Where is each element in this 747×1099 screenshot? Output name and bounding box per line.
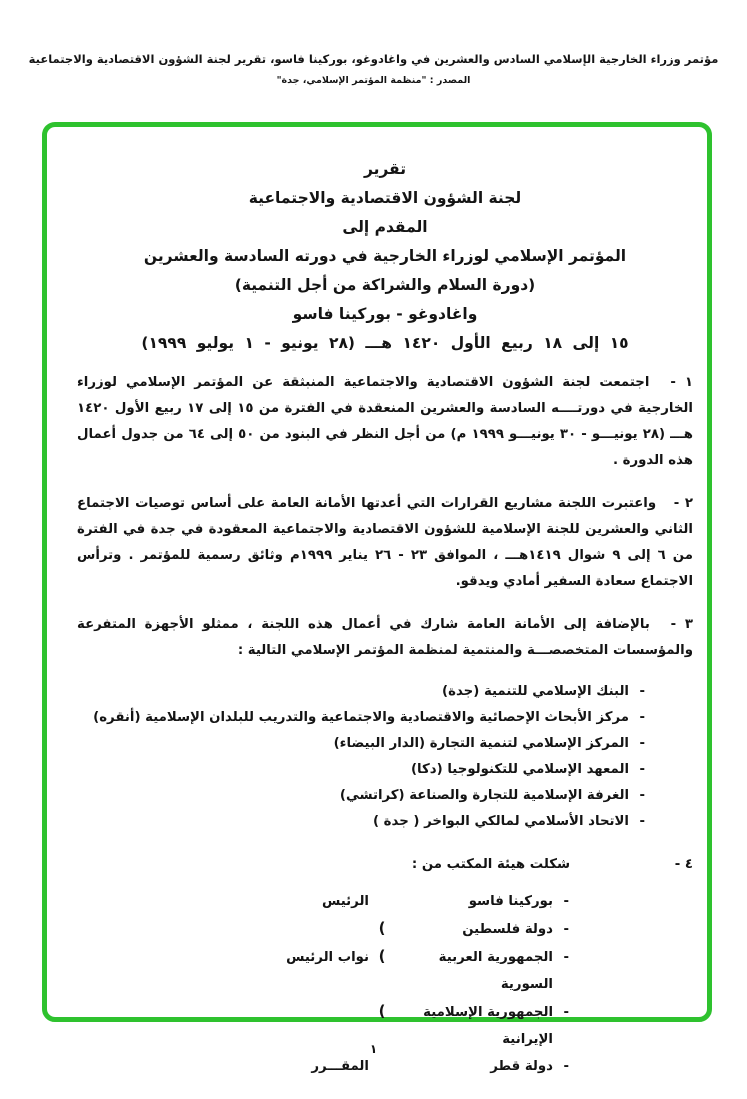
org-list-item	[77, 705, 645, 731]
header-caption: مؤتمر وزراء الخارجية الإسلامي السادس والعشرين في واغادوغو، بوركينا فاسو، تقرير لجنة الشؤون الاقتصادية والاجتماعية	[28, 52, 719, 66]
dash-marker: -	[639, 788, 645, 803]
org-list-item	[77, 679, 645, 705]
organizations-list	[77, 679, 645, 835]
org-name: الاتحاد الأسلامي لمالكي البواخر ( جدة )	[372, 814, 629, 829]
header-source: المصدر : "منظمة المؤتمر الإسلامي، جدة"	[276, 75, 471, 86]
org-name: مركز الأبحاث الإحصائية والاقتصادية والاجتماعية والتدريب للبلدان الإسلامية (أنقره)	[93, 710, 629, 725]
dash-marker: -	[639, 684, 645, 699]
dash-marker: -	[563, 922, 569, 937]
bureau-role: الرئيس	[321, 894, 369, 909]
org-name: المعهد الإسلامي للتكنولوجيا (دكا)	[410, 762, 629, 777]
page-number: ١	[369, 1042, 378, 1056]
org-name: الغرفة الإسلامية للتجارة والصناعة (كراتشي)	[339, 788, 629, 803]
org-list-item	[77, 783, 645, 809]
title-line: (دورة السلام والشراكة من أجل التنمية)	[234, 276, 536, 294]
dash-marker: -	[639, 814, 645, 829]
title-line: المقدم إلى	[342, 218, 428, 236]
bureau-bracket: (	[378, 947, 386, 965]
bureau-bracket: (	[378, 919, 386, 937]
numbered-paragraph-2	[77, 491, 693, 595]
bureau-row	[77, 943, 569, 998]
scan-header	[0, 0, 747, 86]
title-line: لجنة الشؤون الاقتصادية والاجتماعية	[248, 189, 522, 207]
paragraph-text: اجتمعت لجنة الشؤون الاقتصادية والاجتماعية المنبثقة عن المؤتمر الإسلامي لوزراء الخارجية في دورتــــه السادسة والعشرين المنعقدة في الفترة من ١٥ إلى ١٧ ربيع الأول ١٤٢٠ هـــ (٢٨ يونيـــو - ٣٠ يونيـــو ١٩٩٩ م) من أجل النظر في البنود من ٥٠ إلى ٦٤ من جدول أعمال هذه الدورة .	[77, 375, 693, 468]
paragraph-text: بالإضافة إلى الأمانة العامة شارك في أعمال هذه اللجنة ، ممثلو الأجهزة المتفرعة والمؤسسات المتخصصـــة والمنتمية لمنظمة المؤتمر الإسلامي التالية :	[77, 617, 693, 658]
paragraph-number: ١ -	[670, 375, 693, 390]
org-name: المركز الإسلامي لتنمية التجارة (الدار البيضاء)	[333, 736, 629, 751]
paragraph-number: ٤ -	[674, 857, 693, 872]
bureau-country: دولة فلسطين	[462, 922, 553, 937]
bureau-country: الجمهورية الإسلامية الإيرانية	[423, 1005, 553, 1047]
bureau-row	[77, 998, 569, 1053]
dash-marker: -	[563, 1059, 569, 1074]
paragraph-number: ٢ -	[673, 496, 693, 511]
dash-marker: -	[563, 1005, 569, 1020]
dash-marker: -	[639, 762, 645, 777]
bureau-country: دولة قطر	[490, 1059, 553, 1074]
title-line: المؤتمر الإسلامي لوزراء الخارجية في دورته السادسة والعشرين	[143, 247, 627, 265]
numbered-paragraph-4	[77, 852, 693, 878]
document-body	[47, 127, 707, 1074]
dash-marker: -	[639, 710, 645, 725]
bureau-country: الجمهورية العربية السورية	[438, 950, 553, 992]
bureau-role: المقـــرر	[311, 1059, 369, 1074]
paragraph-text: واعتبرت اللجنة مشاريع القرارات التي أعدتها الأمانة العامة على أساس توصيات الاجتماع الثاني والعشرين للجنة الإسلامية للشؤون الاقتصادية والاجتماعية المعقودة في جدة في الفترة من ٦ إلى ٩ شوال ١٤١٩هـــ ، الموافق ٢٣ - ٢٦ يناير ١٩٩٩م وثائق رسمية للمؤتمر . وترأس الاجتماع سعادة السفير أمادي ويدقو.	[77, 496, 693, 589]
bureau-row	[77, 1053, 569, 1080]
bureau-row	[77, 888, 569, 915]
numbered-paragraph-3	[77, 612, 693, 664]
green-border-frame	[42, 122, 712, 1074]
title-date-line: ١٥ إلى ١٨ ربيع الأول ١٤٢٠ هـــ (٢٨ يونيو - ١ يوليو ١٩٩٩)	[141, 334, 629, 352]
bureau-role: نواب الرئيس	[286, 950, 369, 965]
bureau-table	[77, 888, 569, 1080]
dash-marker: -	[639, 736, 645, 751]
org-list-item	[77, 731, 645, 757]
paragraph-number: ٣ -	[670, 617, 693, 632]
paragraph-text: شكلت هيئة المكتب من :	[411, 857, 571, 872]
org-name: البنك الإسلامي للتنمية (جدة)	[442, 684, 629, 699]
numbered-paragraph-1	[77, 370, 693, 474]
title-line: واغادوغو - بوركينا فاسو	[292, 305, 478, 323]
dash-marker: -	[563, 894, 569, 909]
title-block	[77, 159, 693, 353]
dash-marker: -	[563, 950, 569, 965]
bureau-country: بوركينا فاسو	[468, 894, 553, 909]
org-list-item	[77, 757, 645, 783]
bureau-row	[77, 915, 569, 943]
org-list-item	[77, 809, 645, 835]
title-line: تقرير	[363, 160, 407, 178]
bureau-bracket: (	[378, 1002, 386, 1020]
